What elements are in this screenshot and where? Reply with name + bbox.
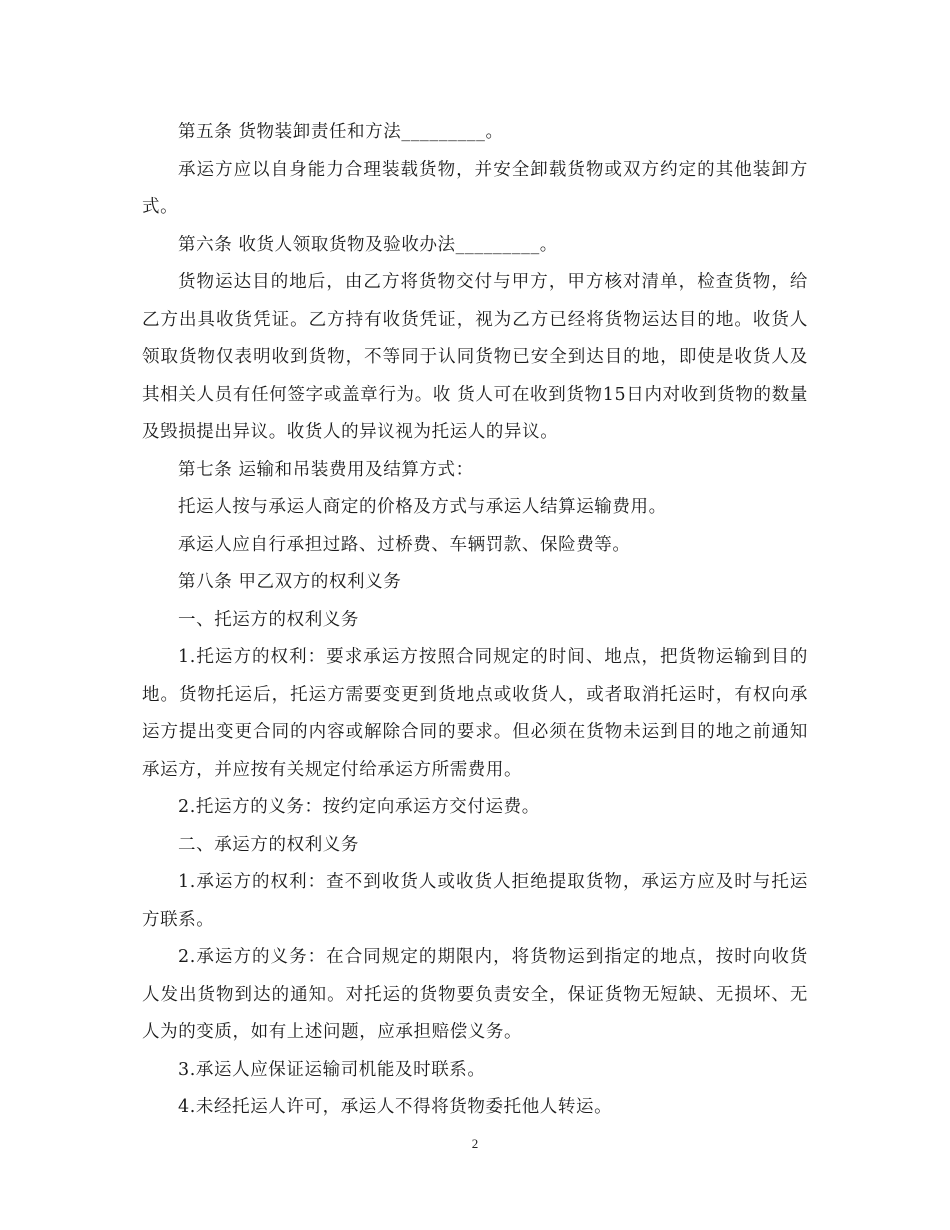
section-carrier-heading: 二、承运方的权利义务 <box>178 834 359 855</box>
carrier-item-4: 4.未经托运人许可，承运人不得将货物委托他人转运。 <box>178 1097 613 1117</box>
clause-7-text-1: 托运人按与承运人商定的价格及方式与承运人结算运输费用。 <box>178 497 667 517</box>
page-number: 2 <box>471 1136 479 1151</box>
clause-8-heading: 第八条 甲乙双方的权利义务 <box>178 572 402 592</box>
clause-5-text: 承运方应以自身能力合理装载货物，并安全卸载货物或双方约定的其他装卸方式。 <box>142 159 808 217</box>
clause-5-heading: 第五条 货物装卸责任和方法_________。 <box>178 122 504 142</box>
clause-7-heading: 第七条 运输和吊装费用及结算方式： <box>178 459 474 480</box>
shipper-rights: 1.托运方的权利：要求承运方按照合同规定的时间、地点，把货物运输到目的地。货物托运后，托运方需要变更到货地点或收货人，或者取消托运时，有权向承运方提出变更合同的内容或解除合同的要求。但必须在货物未运到目的地之前通知承运方，并应按有关规定付给承运方所需费用。 <box>142 647 808 780</box>
carrier-item-3: 3.承运人应保证运输司机能及时联系。 <box>178 1059 486 1080</box>
section-shipper-heading: 一、托运方的权利义务 <box>178 609 359 630</box>
clause-6-heading: 第六条 收货人领取货物及验收办法_________。 <box>178 234 558 255</box>
document-body <box>142 114 808 1127</box>
carrier-obligations: 2.承运方的义务：在合同规定的期限内，将货物运到指定的地点，按时向收货人发出货物到达的通知。对托运的货物要负责安全，保证货物无短缺、无损坏、无人为的变质，如有上述问题，应承担赔偿义务。 <box>142 947 808 1042</box>
clause-7-text-2: 承运人应自行承担过路、过桥费、车辆罚款、保险费等。 <box>178 534 631 555</box>
carrier-rights: 1.承运方的权利：查不到收货人或收货人拒绝提取货物，承运方应及时与托运方联系。 <box>142 872 808 930</box>
clause-6-text: 货物运达目的地后，由乙方将货物交付与甲方，甲方核对清单，检查货物，给乙方出具收货凭证。乙方持有收货凭证，视为乙方已经将货物运达目的地。收货人领取货物仅表明收到货物，不等同于认同货物已安全到达目的地，即使是收货人及其相关人员有任何签字或盖章行为。收 货人可在收到货物15日内对收到货物的数量及毁损提出异议。收货人的异议视为托运人的异议。 <box>142 272 808 442</box>
shipper-obligations: 2.托运方的义务：按约定向承运方交付运费。 <box>178 797 540 817</box>
